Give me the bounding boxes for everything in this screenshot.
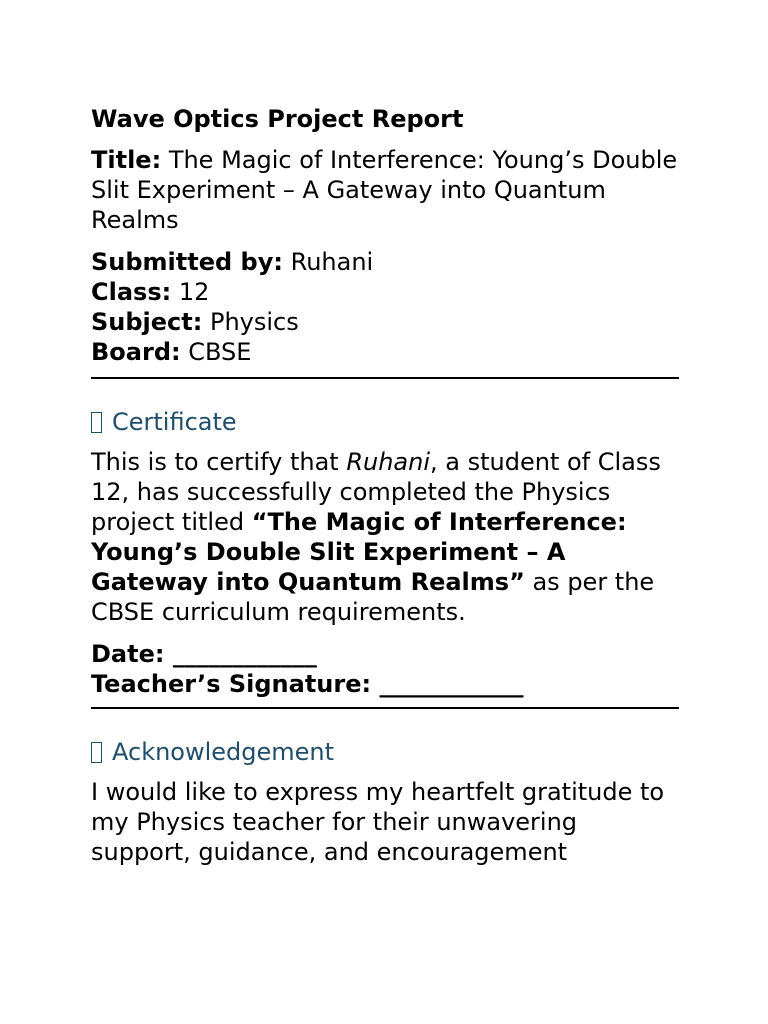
subject-label: Subject:	[91, 308, 203, 336]
subject-value: Physics	[210, 308, 299, 336]
submitted-by-value: Ruhani	[290, 248, 374, 276]
subject-line	[91, 307, 681, 337]
certificate-text-2: , a student of Class 12, has successfully completed the Physics project titled	[91, 448, 661, 536]
class-line	[91, 277, 681, 307]
divider	[91, 377, 679, 379]
title-label: Title:	[91, 146, 162, 174]
certificate-text-1: This is to certify that	[91, 448, 347, 476]
divider	[91, 707, 679, 709]
submission-details	[91, 247, 681, 367]
board-value: CBSE	[188, 338, 252, 366]
certificate-text-3: as per the CBSE curriculum requirements.	[91, 568, 655, 626]
signature-block	[91, 639, 681, 699]
class-value: 12	[178, 278, 210, 306]
project-title	[91, 145, 681, 235]
board-label: Board:	[91, 338, 181, 366]
class-label: Class:	[91, 278, 172, 306]
board-line	[91, 337, 681, 367]
submitted-by-line	[91, 247, 681, 277]
date-line: Date: ____________	[91, 640, 317, 668]
missing-glyph-icon	[91, 412, 102, 433]
certificate-heading	[91, 407, 681, 437]
document-heading: Wave Optics Project Report	[91, 105, 464, 133]
certificate-project-title: “The Magic of Interference: Young’s Double Slit Experiment – A Gateway into Quantum Realms”	[91, 508, 627, 596]
certificate-body	[91, 447, 681, 627]
submitted-by-label: Submitted by:	[91, 248, 283, 276]
teacher-signature-line: Teacher’s Signature: ____________	[91, 670, 524, 698]
missing-glyph-icon	[91, 742, 102, 763]
document-content	[91, 103, 681, 879]
certificate-heading-text: Certificate	[112, 408, 237, 436]
acknowledgement-body: I would like to express my heartfelt gratitude to my Physics teacher for their unwavering support, guidance, and encouragement	[91, 778, 665, 866]
acknowledgement-heading	[91, 737, 681, 767]
title-text: The Magic of Interference: Young’s Double Slit Experiment – A Gateway into Quantum Realms	[91, 146, 678, 234]
acknowledgement-heading-text: Acknowledgement	[112, 738, 335, 766]
certificate-student-name: Ruhani	[346, 448, 431, 476]
